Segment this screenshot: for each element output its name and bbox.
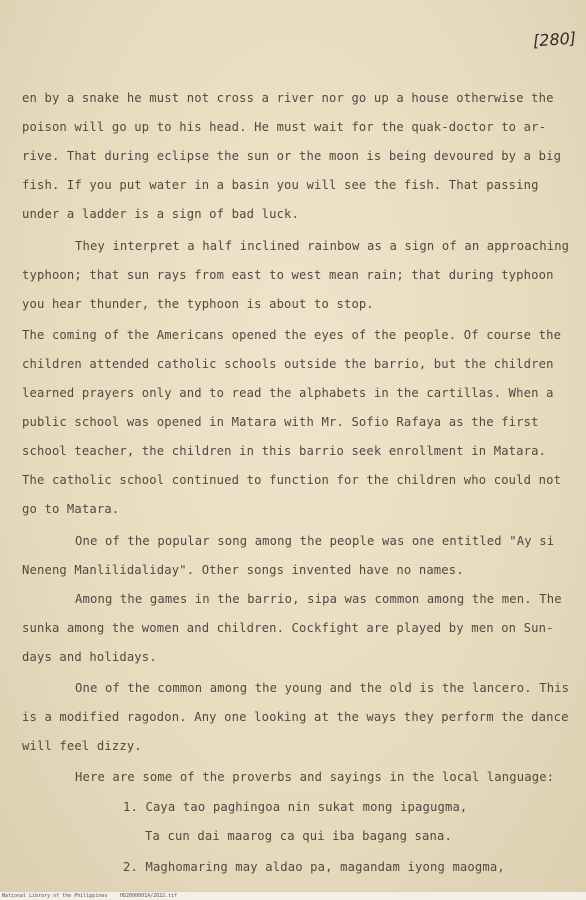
text-line: Here are some of the proverbs and sayings in the local language: [75, 770, 555, 784]
proverb-line: Ta cun dai maarog ca qui iba bagang sana. [145, 829, 452, 843]
text-line: Among the games in the barrio, sipa was common among the men. The [75, 592, 562, 606]
text-line: The coming of the Americans opened the eyes of the people. Of course the [22, 328, 562, 342]
text-line: sunka among the women and children. Cockfight are played by men on Sun- [22, 621, 554, 635]
text-line: The catholic school continued to function for the children who could not [22, 473, 562, 487]
text-line: children attended catholic schools outside the barrio, but the children [22, 357, 554, 371]
text-line: en by a snake he must not cross a river nor go up a house otherwise the [22, 91, 554, 105]
text-line: Neneng Manlilidaliday". Other songs invented have no names. [22, 563, 464, 577]
text-line: go to Matara. [22, 502, 120, 516]
text-line: you hear thunder, the typhoon is about to stop. [22, 297, 374, 311]
text-line: poison will go up to his head. He must wait for the quak-doctor to ar- [22, 120, 547, 134]
text-line: typhoon; that sun rays from east to west mean rain; that during typhoon [22, 268, 554, 282]
text-line: is a modified ragodon. Any one looking at the ways they perform the dance [22, 710, 569, 724]
footer-right: HD2000001A/2022.tif [120, 893, 178, 899]
text-line: days and holidays. [22, 650, 157, 664]
text-line: fish. If you put water in a basin you will see the fish. That passing [22, 178, 539, 192]
page-number: [280] [532, 28, 577, 51]
text-line: They interpret a half inclined rainbow as a sign of an approaching [75, 239, 570, 253]
archive-footer [0, 891, 586, 900]
proverb-line: 2. Maghomaring may aldao pa, magandam iyong maogma, [123, 860, 505, 874]
text-line: One of the common among the young and the old is the lancero. This [75, 681, 570, 695]
footer-left: National Library of the Philippines [2, 893, 108, 899]
text-line: learned prayers only and to read the alphabets in the cartillas. When a [22, 386, 554, 400]
text-line: One of the popular song among the people was one entitled "Ay si [75, 534, 555, 548]
text-line: rive. That during eclipse the sun or the moon is being devoured by a big [22, 149, 562, 163]
text-line: under a ladder is a sign of bad luck. [22, 207, 300, 221]
text-line: will feel dizzy. [22, 739, 142, 753]
proverb-line: 1. Caya tao paghingoa nin sukat mong ipagugma, [123, 800, 468, 814]
text-line: school teacher, the children in this barrio seek enrollment in Matara. [22, 444, 547, 458]
text-line: public school was opened in Matara with Mr. Sofio Rafaya as the first [22, 415, 539, 429]
